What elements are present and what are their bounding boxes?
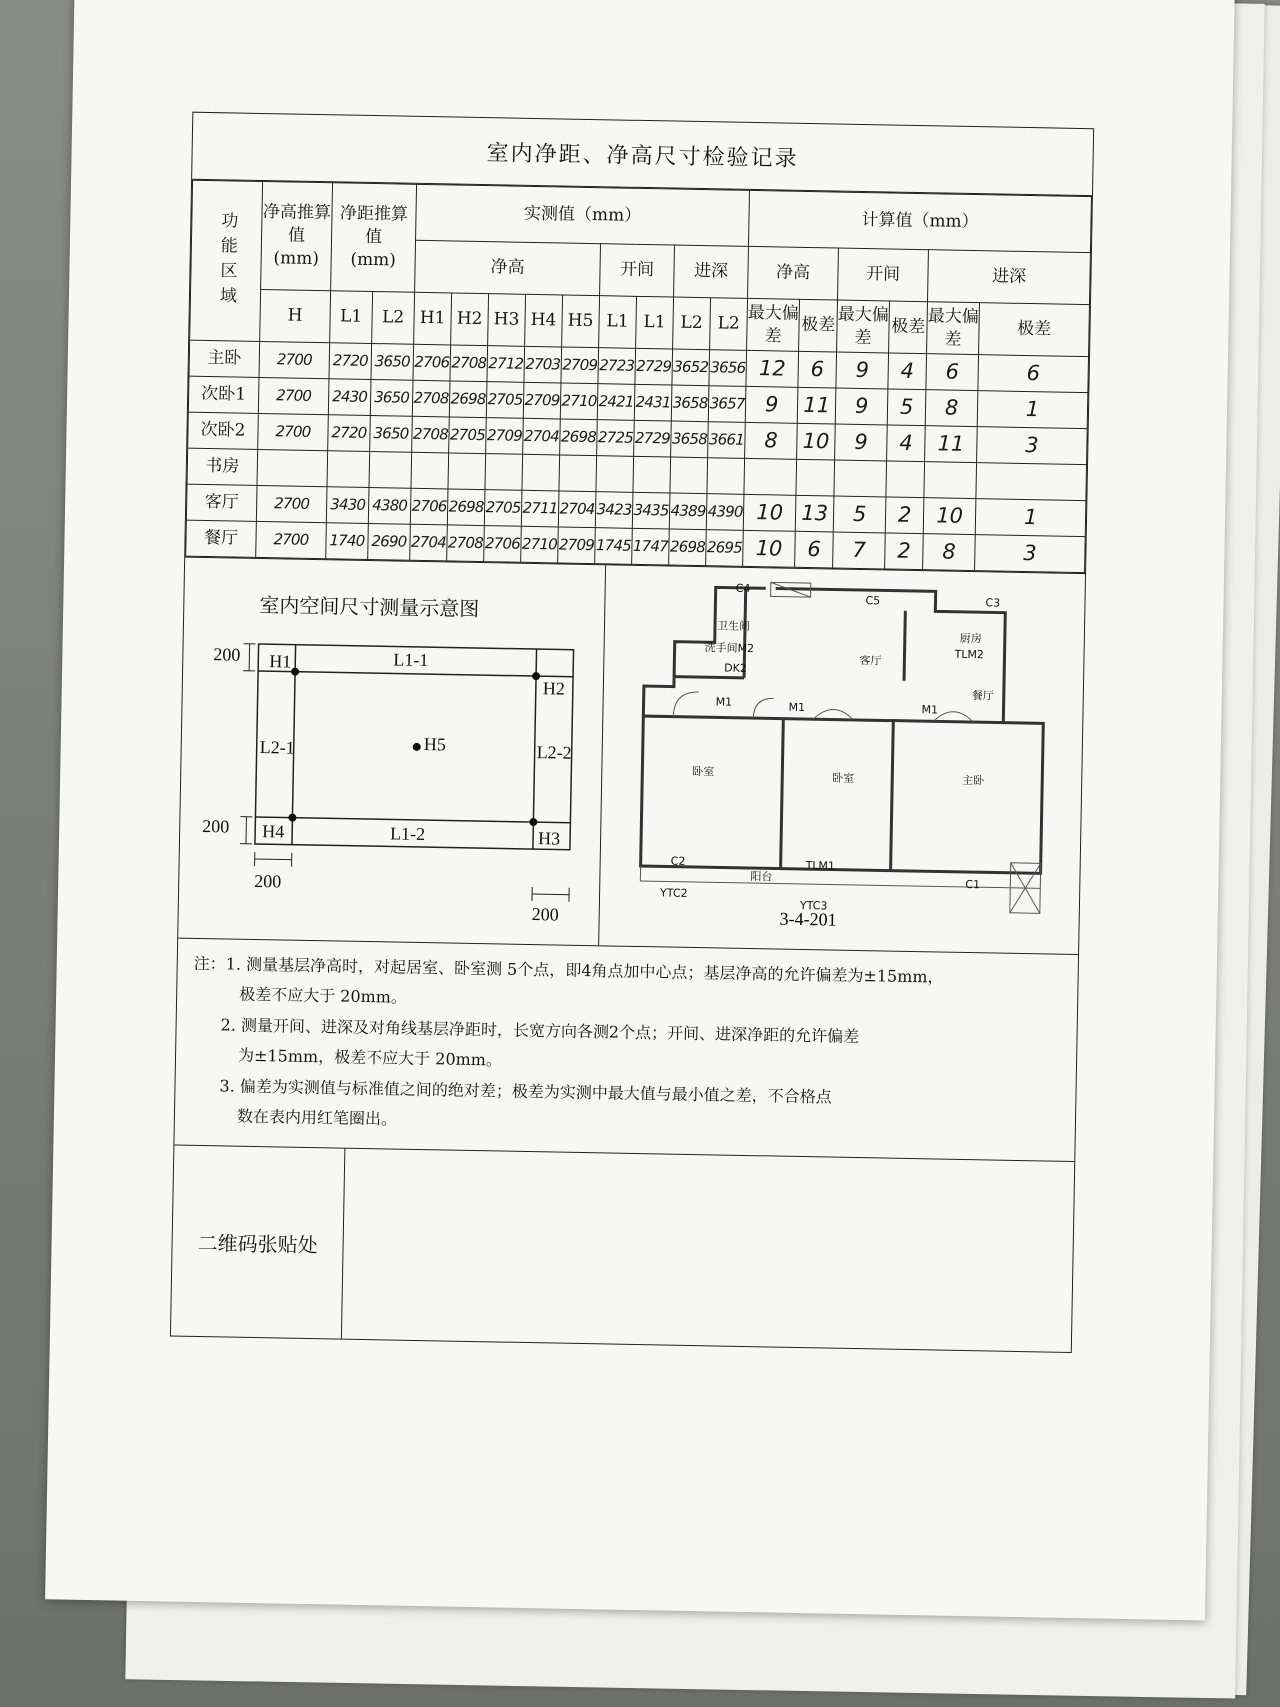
note-3-cont: 数在表内用红笔圈出。 — [236, 1106, 398, 1129]
cell-kl1b — [633, 456, 671, 493]
cell-h5: 2698 — [560, 419, 598, 456]
inspection-form — [170, 112, 1094, 1354]
col-bay-L1a: L1 — [599, 296, 637, 349]
plan-C1: C1 — [965, 877, 981, 892]
label-L1-2: L1-2 — [389, 823, 426, 845]
cell-L2: 2690 — [368, 523, 411, 560]
cell-jrange: 3 — [975, 535, 1086, 573]
measured-height-header: 净高 — [415, 240, 601, 295]
cell-area: 餐厅 — [186, 520, 257, 557]
cell-jrange: 6 — [978, 355, 1089, 393]
cell-hmax: 8 — [745, 422, 798, 459]
cell-hmax: 12 — [746, 350, 799, 387]
dim-right: 200 — [531, 904, 559, 925]
cell-krange — [886, 461, 925, 498]
cell-h3: 2709 — [486, 418, 524, 455]
cell-L2 — [369, 451, 412, 488]
cell-jl2a: 3658 — [671, 385, 709, 422]
cell-hmax: 10 — [743, 494, 796, 531]
plan-bath: 卫生间 — [716, 619, 751, 633]
plan-balcony: 阳台 — [750, 870, 773, 884]
dim-bottom: 200 — [202, 815, 230, 837]
cell-jmax: 8 — [923, 534, 976, 571]
cell-h3: 2706 — [484, 526, 522, 563]
cell-h2 — [448, 453, 486, 490]
cell-h5: 2704 — [558, 491, 596, 528]
cell-L1: 1740 — [326, 523, 369, 560]
col-bay-range: 极差 — [889, 301, 928, 354]
measured-depth-header: 进深 — [674, 245, 749, 298]
plan-C4: C4 — [735, 581, 751, 595]
plan-C3: C3 — [985, 596, 1001, 610]
cell-L2: 4380 — [368, 487, 411, 524]
cell-h2: 2705 — [449, 417, 487, 454]
col-depth-L2b: L2 — [710, 298, 748, 351]
cell-hmax: 9 — [745, 386, 798, 423]
cell-h2: 2708 — [450, 345, 488, 382]
cell-area: 客厅 — [186, 484, 257, 521]
cell-jmax: 8 — [925, 390, 978, 427]
cell-area: 次卧1 — [188, 376, 259, 413]
width-calc-header: 净距推算值 (mm) — [331, 183, 417, 293]
cell-H: 2700 — [258, 377, 329, 414]
measurement-table — [185, 180, 1092, 573]
col-depth-maxdev: 最大偏差 — [927, 302, 980, 355]
note-2: 2. 测量开间、进深及对角线基层净距时，长宽方向各测2个点；开间、进深净距的允许偏差 — [220, 1015, 860, 1046]
qr-label: 二维码张贴处 — [171, 1146, 345, 1339]
table-body — [186, 340, 1089, 572]
cell-L1: 2720 — [329, 343, 372, 380]
cell-hrange: 13 — [795, 495, 834, 532]
cell-h2: 2698 — [447, 489, 485, 526]
col-bay-maxdev: 最大偏差 — [837, 300, 890, 353]
computed-height-header: 净高 — [748, 246, 839, 300]
label-H1: H1 — [269, 651, 292, 672]
measured-header: 实测值（mm） — [416, 184, 750, 246]
plan-wash: 洗手间M2 — [704, 641, 755, 656]
floor-plan — [599, 565, 1085, 954]
cell-h4: 2709 — [523, 382, 561, 419]
cell-jrange: 1 — [975, 499, 1086, 537]
col-height-maxdev: 最大偏差 — [747, 298, 800, 351]
cell-area: 主卧 — [189, 340, 260, 377]
plan-caption: 3-4-201 — [779, 908, 837, 930]
cell-area: 书房 — [187, 448, 258, 485]
cell-kmax: 9 — [835, 388, 888, 425]
cell-h4: 2711 — [521, 490, 559, 527]
cell-jmax: 6 — [926, 354, 979, 391]
cell-kl1a: 3423 — [595, 492, 633, 529]
cell-krange: 4 — [888, 353, 927, 390]
plan-kitchen: 厨房 — [959, 631, 982, 646]
plan-DK2: DK2 — [724, 661, 748, 675]
cell-hrange: 6 — [798, 351, 837, 388]
cell-krange: 2 — [885, 533, 924, 570]
cell-kl1b: 2729 — [635, 348, 673, 385]
cell-kl1a — [596, 456, 634, 493]
cell-H: 2700 — [258, 413, 329, 450]
paper-sheet — [45, 0, 1235, 1620]
cell-L1: 2720 — [328, 415, 371, 452]
computed-depth-header: 进深 — [928, 250, 1091, 305]
label-H2: H2 — [542, 678, 566, 699]
cell-h5: 2709 — [558, 527, 596, 564]
qr-section — [171, 1145, 1074, 1352]
qr-paste-area — [342, 1149, 1074, 1352]
plan-M1-b: M1 — [788, 700, 806, 715]
cell-H: 2700 — [256, 521, 327, 558]
computed-bay-header: 开间 — [838, 248, 929, 302]
cell-h3: 2712 — [487, 346, 525, 383]
cell-hrange — [796, 459, 835, 496]
sketch-title: 室内空间尺寸测量示意图 — [259, 592, 480, 622]
col-H5: H5 — [562, 295, 600, 348]
cell-jl2b: 4390 — [706, 494, 744, 531]
cell-hmax: 10 — [743, 530, 796, 567]
cell-jl2b — [707, 458, 745, 495]
plan-C5: C5 — [865, 594, 881, 608]
notes-section — [174, 938, 1078, 1162]
cell-h1: 2708 — [412, 416, 450, 453]
cell-krange: 4 — [887, 425, 926, 462]
cell-L1: 3430 — [326, 487, 369, 524]
cell-h1 — [411, 452, 449, 489]
cell-h4: 2710 — [521, 526, 559, 563]
cell-h5 — [559, 455, 597, 492]
plan-M1-a: M1 — [715, 695, 733, 709]
cell-jl2a: 3658 — [671, 421, 709, 458]
cell-kl1a: 1745 — [595, 528, 633, 565]
col-depth-range: 极差 — [979, 303, 1090, 357]
cell-area: 次卧2 — [188, 412, 259, 449]
cell-h3: 2705 — [486, 382, 524, 419]
cell-h4: 2704 — [523, 418, 561, 455]
col-H1: H1 — [414, 292, 452, 345]
label-L2-2: L2-2 — [536, 742, 572, 763]
note-3: 3. 偏差为实测值与标准值之间的绝对差；极差为实测中最大值与最小值之差，不合格点 — [219, 1075, 832, 1107]
cell-h1: 2706 — [413, 344, 451, 381]
cell-h4 — [522, 454, 560, 491]
measurement-sketch — [178, 558, 606, 946]
cell-jrange: 3 — [977, 427, 1088, 465]
cell-jmax: 10 — [923, 498, 976, 535]
plan-bedroom-2: 卧室 — [832, 771, 855, 785]
cell-jmax: 11 — [925, 426, 978, 463]
cell-L2: 3650 — [370, 415, 413, 452]
cell-kl1b: 2431 — [634, 384, 672, 421]
plan-dining: 餐厅 — [971, 689, 994, 703]
dim-top: 200 — [213, 644, 241, 665]
col-L2: L2 — [372, 292, 415, 345]
cell-L1 — [327, 451, 370, 488]
col-H3: H3 — [488, 294, 526, 347]
measured-bay-header: 开间 — [600, 244, 675, 297]
plan-TLM1: TLM1 — [805, 859, 836, 873]
cell-kl1a: 2421 — [597, 384, 635, 421]
cell-h1: 2704 — [410, 524, 448, 561]
cell-jl2b: 3661 — [708, 422, 746, 459]
col-L1: L1 — [330, 291, 373, 344]
cell-jl2b: 2695 — [706, 530, 744, 567]
computed-header: 计算值（mm） — [749, 190, 1092, 252]
cell-h3 — [485, 454, 523, 491]
cell-jl2b: 3657 — [708, 386, 746, 423]
col-H2: H2 — [451, 293, 489, 346]
cell-jmax — [924, 462, 977, 499]
plan-M1-c: M1 — [921, 703, 939, 717]
cell-kmax: 5 — [833, 496, 886, 533]
cell-jl2a: 2698 — [669, 529, 707, 566]
dim-left: 200 — [254, 870, 282, 892]
area-header: 功能区域 — [190, 180, 263, 341]
label-L2-1: L2-1 — [259, 737, 295, 758]
plan-YTC3: YTC3 — [799, 898, 828, 913]
cell-hmax — [744, 458, 797, 495]
cell-krange: 5 — [887, 389, 926, 426]
cell-h5: 2709 — [561, 347, 599, 384]
cell-kl1b: 1747 — [632, 528, 670, 565]
cell-jl2a: 4389 — [669, 493, 707, 530]
cell-hrange: 11 — [797, 387, 836, 424]
cell-h3: 2705 — [484, 490, 522, 527]
cell-jrange — [976, 463, 1087, 501]
cell-L1: 2430 — [328, 379, 371, 416]
label-H4: H4 — [262, 821, 285, 842]
col-H4: H4 — [525, 294, 563, 347]
plan-C2: C2 — [670, 854, 686, 868]
cell-kl1b: 3435 — [632, 492, 670, 529]
plan-TLM2: TLM2 — [954, 647, 984, 662]
cell-h2: 2708 — [447, 525, 485, 562]
label-L1-1: L1-1 — [393, 649, 429, 671]
cell-H: 2700 — [259, 341, 330, 378]
cell-hrange: 6 — [795, 531, 834, 568]
plan-YTC2: YTC2 — [659, 886, 688, 900]
cell-jrange: 1 — [977, 391, 1088, 429]
cell-hrange: 10 — [797, 423, 836, 460]
diagram-section — [178, 557, 1085, 954]
cell-H: 2700 — [256, 485, 327, 522]
label-H5: H5 — [423, 734, 446, 755]
cell-L2: 3650 — [371, 344, 414, 381]
cell-krange: 2 — [885, 497, 924, 534]
cell-kmax: 9 — [835, 424, 888, 461]
col-depth-L2a: L2 — [673, 297, 711, 350]
cell-jl2a: 3652 — [672, 349, 710, 386]
plan-bedroom-1: 卧室 — [692, 764, 715, 779]
cell-kl1a: 2725 — [597, 420, 635, 457]
cell-kmax: 7 — [833, 532, 886, 569]
note-1-cont: 极差不应大于 20mm。 — [239, 985, 408, 1008]
note-1: 注：1. 测量基层净高时，对起居室、卧室测 5个点，即4角点加中心点；基层净高的允许偏差为±15mm， — [193, 953, 944, 987]
col-height-range: 极差 — [799, 299, 838, 352]
cell-h4: 2703 — [524, 346, 562, 383]
plan-living: 客厅 — [859, 654, 882, 668]
col-H: H — [260, 289, 331, 342]
height-calc-header: 净高推算值 (mm) — [261, 181, 333, 290]
plan-master: 主卧 — [962, 773, 985, 788]
cell-h2: 2698 — [449, 381, 487, 418]
cell-kl1a: 2723 — [598, 348, 636, 385]
cell-h1: 2708 — [412, 380, 450, 417]
col-bay-L1b: L1 — [636, 296, 674, 349]
cell-h1: 2706 — [410, 488, 448, 525]
cell-kmax — [834, 460, 887, 497]
cell-h5: 2710 — [560, 383, 598, 420]
cell-kmax: 9 — [836, 352, 889, 389]
label-H3: H3 — [537, 828, 561, 849]
form-title: 室内净距、净高尺寸检验记录 — [192, 113, 1093, 196]
note-2-cont: 为±15mm，极差不应大于 20mm。 — [237, 1045, 503, 1070]
cell-jl2a — [670, 457, 708, 494]
cell-kl1b: 2729 — [634, 420, 672, 457]
cell-jl2b: 3656 — [709, 350, 747, 387]
cell-H — [257, 449, 328, 486]
cell-L2: 3650 — [370, 380, 413, 417]
